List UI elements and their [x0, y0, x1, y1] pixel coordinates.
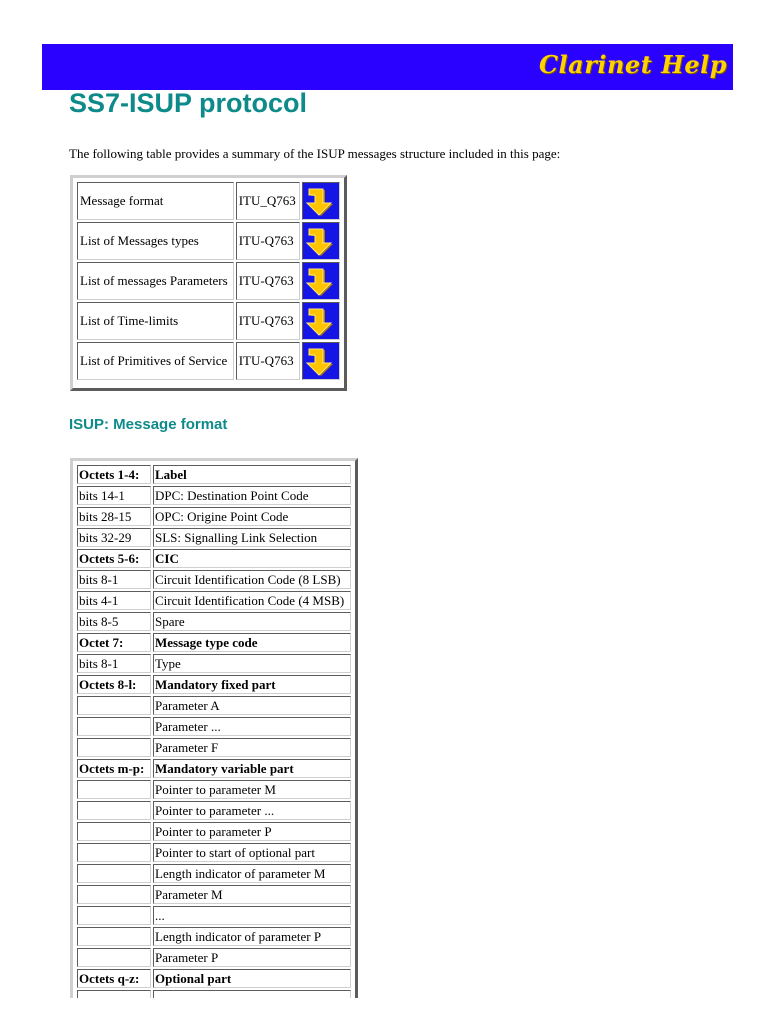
table-row	[77, 696, 351, 715]
summary-label: List of messages Parameters	[77, 262, 234, 300]
summary-ref: ITU-Q763	[236, 302, 300, 340]
field-cell: Label	[153, 465, 351, 484]
table-row	[77, 507, 351, 526]
field-cell: SLS: Signalling Link Selection	[153, 528, 351, 547]
field-cell: Pointer to start of optional part	[153, 843, 351, 862]
field-cell: Mandatory variable part	[153, 759, 351, 778]
table-row	[77, 612, 351, 631]
arrow-down-icon[interactable]	[302, 302, 340, 340]
field-cell: Parameter A	[153, 696, 351, 715]
summary-label: List of Messages types	[77, 222, 234, 260]
octet-cell	[77, 864, 151, 883]
octet-cell: bits 8-1	[77, 654, 151, 673]
summary-label: Message format	[77, 182, 234, 220]
table-row	[77, 465, 351, 484]
table-row	[77, 549, 351, 568]
summary-row	[77, 342, 340, 380]
field-cell: DPC: Destination Point Code	[153, 486, 351, 505]
field-cell: Mandatory fixed part	[153, 675, 351, 694]
octet-cell	[77, 948, 151, 967]
octet-cell: Octets m-p:	[77, 759, 151, 778]
field-cell: Spare	[153, 612, 351, 631]
field-cell: OPC: Origine Point Code	[153, 507, 351, 526]
table-row	[77, 717, 351, 736]
octet-cell	[77, 822, 151, 841]
octet-cell	[77, 738, 151, 757]
message-format-table	[70, 458, 358, 998]
table-row	[77, 927, 351, 946]
table-row	[77, 801, 351, 820]
field-cell: Parameter M	[153, 885, 351, 904]
field-cell: Length indicator of parameter M	[153, 864, 351, 883]
field-cell: Type	[153, 654, 351, 673]
field-cell: Pointer to parameter ...	[153, 801, 351, 820]
octet-cell: bits 14-1	[77, 486, 151, 505]
arrow-down-icon[interactable]	[302, 182, 340, 220]
summary-ref: ITU-Q763	[236, 262, 300, 300]
table-row	[77, 822, 351, 841]
brand-logo[interactable]: Clarinet Help	[538, 50, 727, 79]
octet-cell	[77, 780, 151, 799]
octet-cell	[77, 843, 151, 862]
arrow-down-icon[interactable]	[302, 262, 340, 300]
table-row	[77, 969, 351, 988]
octet-cell: Octets q-z:	[77, 969, 151, 988]
section-title-message-format: ISUP: Message format	[69, 416, 228, 433]
page-title: SS7-ISUP protocol	[69, 88, 308, 118]
field-cell: CIC	[153, 549, 351, 568]
summary-label: List of Time-limits	[77, 302, 234, 340]
field-cell: Length indicator of parameter P	[153, 927, 351, 946]
octet-cell: bits 8-5	[77, 612, 151, 631]
field-cell: Pointer to parameter P	[153, 822, 351, 841]
octet-cell: bits 4-1	[77, 591, 151, 610]
summary-row	[77, 182, 340, 220]
summary-table	[70, 175, 347, 391]
table-row	[77, 654, 351, 673]
table-row	[77, 864, 351, 883]
octet-cell: Octet 7:	[77, 633, 151, 652]
field-cell: Pointer to parameter M	[153, 780, 351, 799]
summary-row	[77, 262, 340, 300]
summary-ref: ITU-Q763	[236, 342, 300, 380]
summary-row	[77, 302, 340, 340]
table-row	[77, 906, 351, 925]
octet-cell: bits 32-29	[77, 528, 151, 547]
field-cell: Circuit Identification Code (4 MSB)	[153, 591, 351, 610]
table-row	[77, 675, 351, 694]
field-cell: Parameter ...	[153, 717, 351, 736]
octet-cell	[77, 885, 151, 904]
octet-cell	[77, 906, 151, 925]
header-banner	[42, 44, 733, 90]
summary-label: List of Primitives of Service	[77, 342, 234, 380]
octet-cell	[77, 696, 151, 715]
table-row	[77, 990, 351, 998]
field-cell: Parameter F	[153, 738, 351, 757]
table-row	[77, 486, 351, 505]
field-cell: Message type code	[153, 633, 351, 652]
summary-row	[77, 222, 340, 260]
octet-cell: Octets 1-4:	[77, 465, 151, 484]
octet-cell: Octets 8-l:	[77, 675, 151, 694]
summary-ref: ITU_Q763	[236, 182, 300, 220]
table-row	[77, 570, 351, 589]
field-cell	[153, 990, 351, 998]
octet-cell	[77, 927, 151, 946]
table-row	[77, 885, 351, 904]
table-row	[77, 948, 351, 967]
octet-cell	[77, 801, 151, 820]
octet-cell	[77, 990, 151, 998]
table-row	[77, 738, 351, 757]
octet-cell: Octets 5-6:	[77, 549, 151, 568]
table-row	[77, 633, 351, 652]
table-row	[77, 591, 351, 610]
field-cell: Optional part	[153, 969, 351, 988]
table-row	[77, 528, 351, 547]
summary-ref: ITU-Q763	[236, 222, 300, 260]
field-cell: Parameter P	[153, 948, 351, 967]
intro-text: The following table provides a summary of the ISUP messages structure included in this page:	[69, 146, 561, 161]
field-cell: ...	[153, 906, 351, 925]
arrow-down-icon[interactable]	[302, 222, 340, 260]
arrow-down-icon[interactable]	[302, 342, 340, 380]
octet-cell	[77, 717, 151, 736]
octet-cell: bits 28-15	[77, 507, 151, 526]
table-row	[77, 843, 351, 862]
table-row	[77, 759, 351, 778]
table-row	[77, 780, 351, 799]
octet-cell: bits 8-1	[77, 570, 151, 589]
field-cell: Circuit Identification Code (8 LSB)	[153, 570, 351, 589]
